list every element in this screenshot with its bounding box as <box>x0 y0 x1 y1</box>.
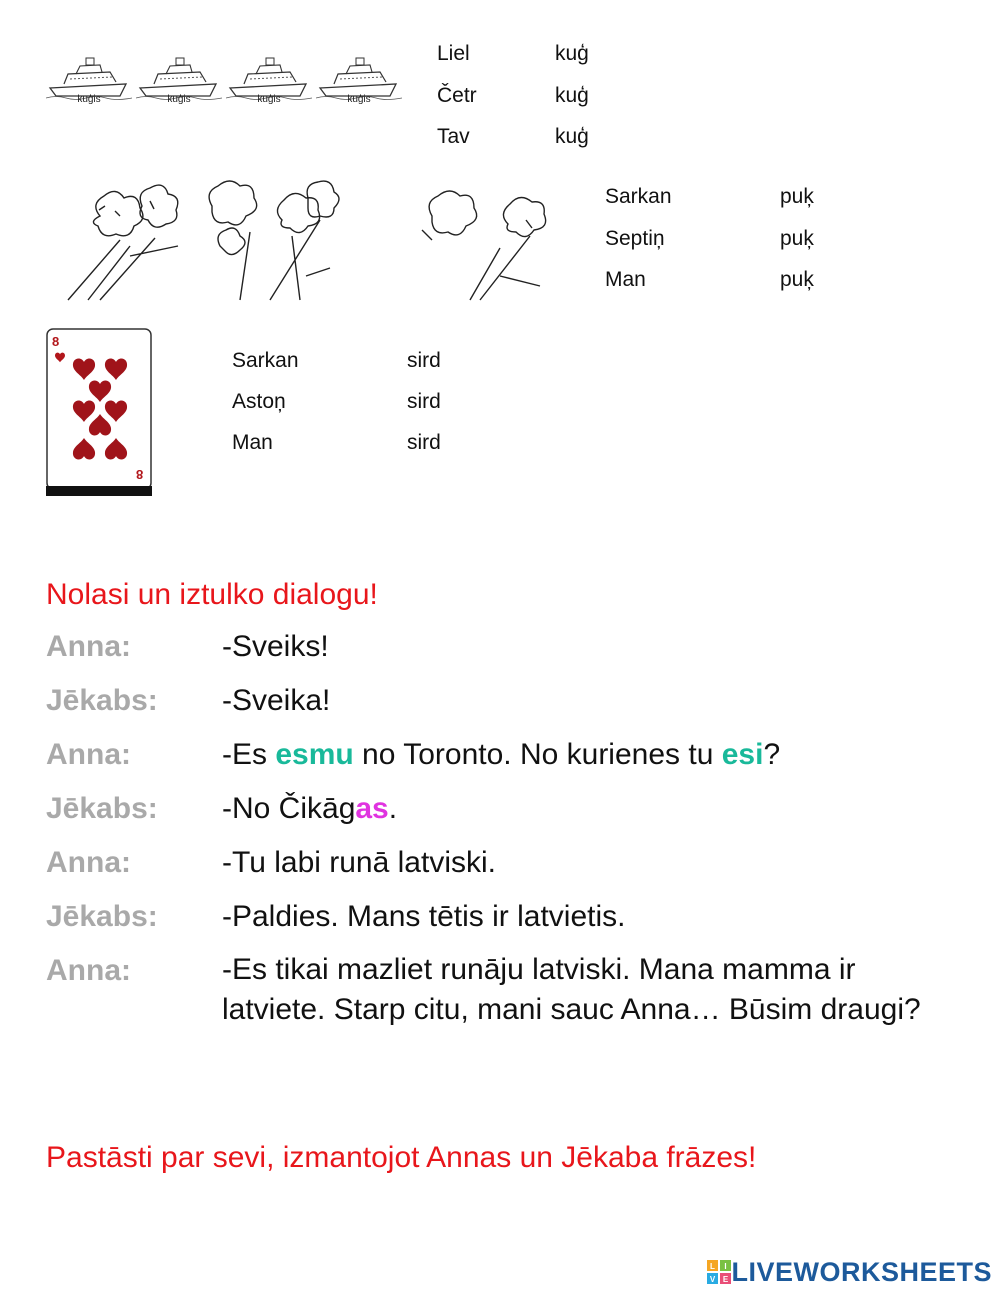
flower-adjective: Septiņ <box>605 227 665 250</box>
heart-adjective: Sarkan <box>232 349 299 372</box>
ship-label: kuģis <box>347 94 371 105</box>
dialogue-line: -Tu labi runā latviski. <box>222 846 496 879</box>
logo-icon <box>707 1260 731 1284</box>
dialogue-text: -No Čikāg <box>222 792 356 825</box>
dialogue-line <box>222 735 942 775</box>
ship-noun: kuģ <box>555 125 589 148</box>
ship-noun: kuģ <box>555 84 589 107</box>
ships-illustration <box>46 44 401 110</box>
svg-text:L: L <box>710 1262 716 1271</box>
heart-noun: sird <box>407 431 441 454</box>
flower-noun: puķ <box>780 227 814 250</box>
ship-adjective: Liel <box>437 42 470 65</box>
svg-text:E: E <box>723 1275 729 1284</box>
card-rank: 8 <box>136 467 144 482</box>
speaker-label: Anna: <box>46 846 131 879</box>
card-rank: 8 <box>52 334 60 349</box>
dialogue-line: -Sveika! <box>222 684 331 717</box>
carnation-icon <box>209 181 339 300</box>
ship-label: kuģis <box>257 94 281 105</box>
carnation-icon <box>68 185 178 300</box>
svg-text:V: V <box>710 1275 716 1284</box>
ship-adjective: Tav <box>437 125 470 148</box>
heart-noun: sird <box>407 390 441 413</box>
speaker-label: Anna: <box>46 630 131 663</box>
dialogue-line: -Sveiks! <box>222 630 329 663</box>
flower-adjective: Man <box>605 268 646 291</box>
ship-label: kuģis <box>77 94 101 105</box>
heart-noun: sird <box>407 349 441 372</box>
heart-adjective: Astoņ <box>232 390 286 413</box>
dialogue-text: . <box>388 792 398 825</box>
liveworksheets-logo <box>707 1252 992 1292</box>
speaker-label: Anna: <box>46 954 131 987</box>
dialogue-text: ? <box>763 738 781 771</box>
svg-text:I: I <box>724 1262 728 1271</box>
speaker-label: Jēkabs: <box>46 900 158 933</box>
dialogue-text: -Es <box>222 738 276 771</box>
ship-adjective: Četr <box>437 84 477 107</box>
task-instruction: Pastāsti par sevi, izmantojot Annas un Jēkaba frāzes! <box>46 1141 757 1174</box>
highlighted-ending: as <box>355 792 389 825</box>
speaker-label: Anna: <box>46 738 131 771</box>
heart-adjective: Man <box>232 431 273 454</box>
flower-noun: puķ <box>780 268 814 291</box>
flower-adjective: Sarkan <box>605 185 672 208</box>
eight-of-hearts-card <box>46 328 152 496</box>
ship-noun: kuģ <box>555 42 589 65</box>
flower-noun: puķ <box>780 185 814 208</box>
logo-text: LIVEWORKSHEETS <box>731 1256 992 1287</box>
dialogue-text: no Toronto. No kurienes tu <box>353 738 722 771</box>
carnation-icon <box>422 191 546 300</box>
dialogue-line <box>222 789 942 829</box>
dialogue-heading: Nolasi un iztulko dialogu! <box>46 578 378 611</box>
speaker-label: Jēkabs: <box>46 684 158 717</box>
highlighted-verb: esmu <box>275 738 354 771</box>
highlighted-verb: esi <box>721 738 764 771</box>
ship-label: kuģis <box>167 94 191 105</box>
dialogue-line: -Es tikai mazliet runāju latviski. Mana mamma ir latviete. Starp citu, mani sauc Anna… Būsim draugi? <box>222 953 921 1026</box>
dialogue-line: -Paldies. Mans tētis ir latvietis. <box>222 900 626 933</box>
carnations-illustration <box>60 176 570 304</box>
speaker-label: Jēkabs: <box>46 792 158 825</box>
